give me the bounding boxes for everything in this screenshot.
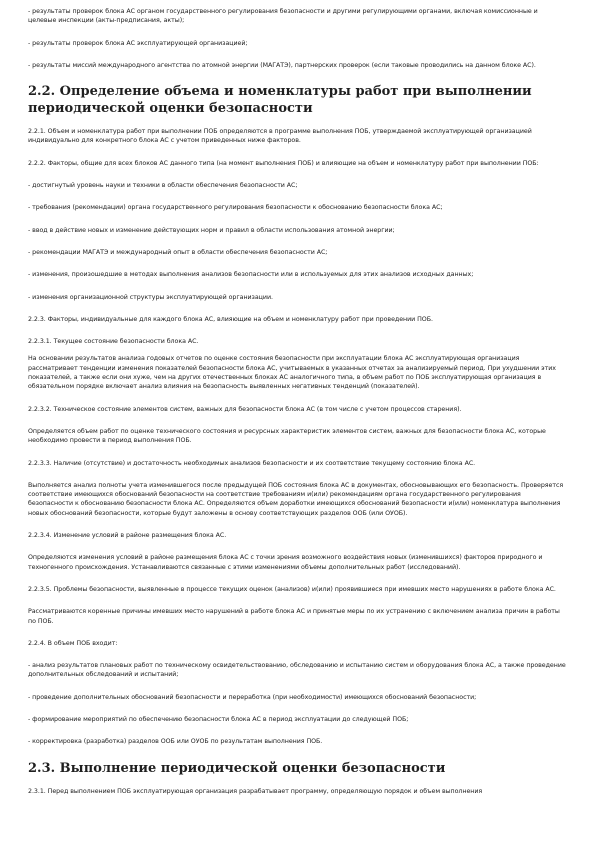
bullet-paragraph: - результаты проверок блока АС эксплуатирующей организацией; (28, 39, 248, 47)
bullet-paragraph: - формирование мероприятий по обеспечению безопасности блока АС в период эксплуатации до следующей ПОБ; (28, 715, 409, 723)
paragraph: На основании результатов анализа годовых отчетов по оценке состояния безопасности при эксплуатации блока АС эксплуатирующая организация рассматривает тенденции изменения показателей безопасности блока АС, учитываемых в указанных отчетах за анализируемый период. При ухудшении этих показателей, а также если они хуже, чем на других отечественных блоках АС аналогичного типа, в объем работ по ПОБ эксплуатирующая организация в обязательном порядке включает анализ влияния на безопасность выявленных негативных тенденций (показателей). (28, 355, 556, 391)
bullet-paragraph: - изменения организационной структуры эксплуатирующей организации. (28, 293, 273, 301)
bullet-paragraph: - требования (рекомендации) органа государственного регулирования безопасности к обоснованию безопасности блока АС; (28, 204, 443, 212)
paragraph-2-2-2: 2.2.2. Факторы, общие для всех блоков АС данного типа (на момент выполнения ПОБ) и влияющие на объем и номенклатуру работ при выполнении ПОБ: (28, 159, 539, 167)
paragraph: Рассматриваются коренные причины имевших место нарушений в работе блока АС и принятые меры по их устранению с включением анализа причин в работы по ПОБ. (28, 608, 560, 625)
bullet-paragraph: - достигнутый уровень науки и техники в области обеспечения безопасности АС; (28, 182, 298, 190)
bullet-paragraph: - результаты проверок блока АС органом государственного регулирования безопасности и другими регулирующими органами, включая комиссионные и целевые инспекции (акты-предписания, акты); (28, 8, 538, 25)
paragraph: Определяются изменения условий в районе размещения блока АС с точки зрения возможного воздействия новых (изменившихся) факторов природного и техногенного происхождения. Устанавливаются связанные с этими изменениями объемы дополнительных работ (исследований). (28, 554, 543, 571)
paragraph-2-2-3-4: 2.2.3.4. Изменение условий в районе размещения блока АС. (28, 532, 227, 540)
paragraph-2-2-3: 2.2.3. Факторы, индивидуальные для каждого блока АС, влияющие на объем и номенклатуру работ при проведении ПОБ. (28, 315, 433, 323)
paragraph-2-2-1: 2.2.1. Объем и номенклатура работ при выполнении ПОБ определяются в программе выполнения ПОБ, утверждаемой эксплуатирующей организацией индивидуально для конкретного блока АС с учетом приведенных ниже факторов. (28, 128, 532, 145)
section-heading-2-2: 2.2. Определение объема и номенклатуры работ при выполнении периодической оценки безопасности (28, 84, 532, 117)
paragraph-2-2-3-2: 2.2.3.2. Техническое состояние элементов систем, важных для безопасности блока АС (в том числе с учетом процессов старения). (28, 405, 462, 413)
paragraph-2-2-3-1: 2.2.3.1. Текущее состояние безопасности блока АС. (28, 338, 199, 346)
bullet-paragraph: - корректировка (разработка) разделов ООБ или ОУОБ по результатам выполнения ПОБ. (28, 738, 323, 746)
paragraph: Выполняется анализ полноты учета изменившегося после предыдущей ПОБ состояния блока АС в документах, обосновывающих его безопасность. Проверяется соответствие имеющихся обоснований безопасности на соответствие требованиям и(или) рекомендациям органа государственного регулирования безопасности к обоснованию безопасности блока АС. Определяются объем доработки имеющихся обоснований безопасности и(или) номенклатура выполнения новых обоснований безопасности, которые будут заложены в основу соответствующих разделов ООБ (или ОУОБ). (28, 481, 564, 517)
paragraph-2-2-3-3: 2.2.3.3. Наличие (отсутствие) и достаточность необходимых анализов безопасности и их соответствие текущему состоянию блока АС. (28, 459, 476, 467)
bullet-paragraph: - результаты миссий международного агентства по атомной энергии (МАГАТЭ), партнерских проверок (если таковые проводились на данном блоке АС). (28, 61, 536, 69)
bullet-paragraph: - изменения, произошедшие в методах выполнения анализов безопасности или в используемых для этих анализов исходных данных; (28, 271, 474, 279)
bullet-paragraph: - анализ результатов плановых работ по техническому освидетельствованию, обследованию и испытанию систем и оборудования блока АС, а также проведение дополнительных обследований и испытаний; (28, 662, 566, 679)
paragraph-2-2-4: 2.2.4. В объем ПОБ входит: (28, 639, 118, 647)
bullet-paragraph: - рекомендации МАГАТЭ и международный опыт в области обеспечения безопасности АС; (28, 248, 328, 256)
paragraph: Определяется объем работ по оценке технического состояния и ресурсных характеристик элементов систем, важных для безопасности блока АС, которые необходимо провести в период выполнения ПОБ. (28, 427, 546, 445)
bullet-paragraph: - ввод в действие новых и изменение действующих норм и правил в области использования атомной энергии; (28, 226, 395, 234)
bullet-paragraph: - проведение дополнительных обоснований безопасности и переработка (при необходимости) имеющихся обоснований безопасности; (28, 693, 477, 701)
paragraph-2-2-3-5: 2.2.3.5. Проблемы безопасности, выявленные в процессе текущих оценок (анализов) и(или) проявившиеся при имевших место нарушениях в работе блока АС. (28, 585, 556, 593)
section-heading-2-3: 2.3. Выполнение периодической оценки безопасности (28, 760, 446, 776)
paragraph-2-3-1: 2.3.1. Перед выполнением ПОБ эксплуатирующая организация разрабатывает программу, определяющую порядок и объем выполнения (28, 787, 483, 795)
